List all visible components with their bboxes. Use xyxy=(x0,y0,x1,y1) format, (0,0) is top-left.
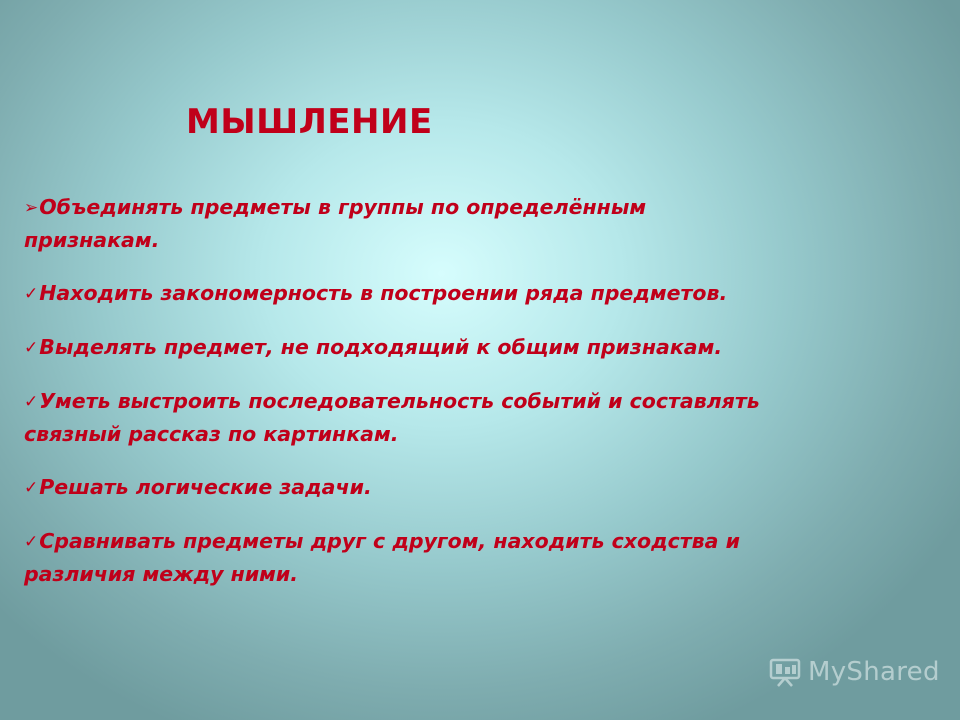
bullet-list xyxy=(24,191,784,611)
list-item-text: Решать логические задачи. xyxy=(39,475,372,499)
arrowhead-bullet-icon: ➢ xyxy=(24,198,39,218)
list-item-text: Уметь выстроить последовательность событий и составлять связный рассказ по картинкам. xyxy=(24,389,760,446)
watermark-text: MyShared xyxy=(808,657,940,687)
checkmark-icon: ✓ xyxy=(24,478,39,498)
presentation-board-icon xyxy=(768,655,802,689)
list-item-text: Сравнивать предметы друг с другом, находить сходства и различия между ними. xyxy=(24,529,740,586)
list-item xyxy=(24,471,784,504)
watermark xyxy=(768,655,940,689)
list-item xyxy=(24,525,784,590)
list-item xyxy=(24,331,784,364)
checkmark-icon: ✓ xyxy=(24,532,39,552)
list-item-text: Находить закономерность в построении ряда предметов. xyxy=(39,281,728,305)
list-item-text: Объединять предметы в группы по определённым признакам. xyxy=(24,195,647,252)
checkmark-icon: ✓ xyxy=(24,392,39,412)
list-item xyxy=(24,191,784,256)
checkmark-icon: ✓ xyxy=(24,284,39,304)
list-item-text: Выделять предмет, не подходящий к общим признакам. xyxy=(39,335,723,359)
slide-title: МЫШЛЕНИЕ xyxy=(186,102,433,142)
checkmark-icon: ✓ xyxy=(24,338,39,358)
list-item xyxy=(24,385,784,450)
list-item xyxy=(24,277,784,310)
